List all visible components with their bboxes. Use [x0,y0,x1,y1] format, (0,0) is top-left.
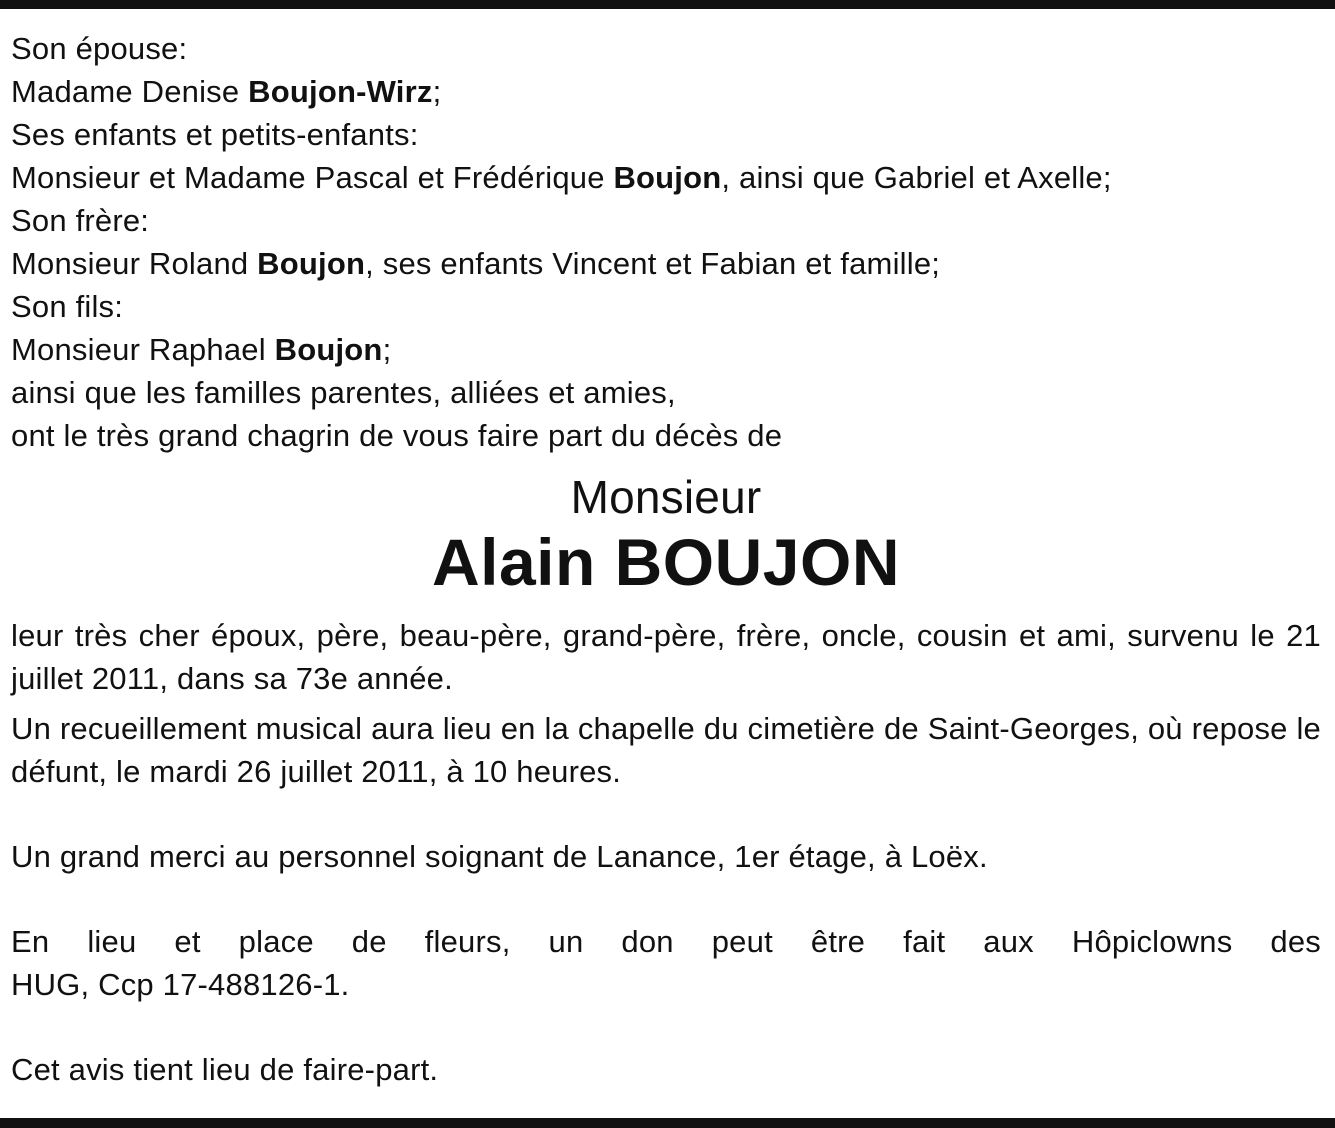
family-line-children-heading [11,113,1321,156]
surname: Boujon-Wirz [248,74,433,109]
top-border-rule [0,0,1335,9]
family-line-children [11,156,1321,199]
text: Monsieur Roland [11,246,258,281]
family-line-brother-heading [11,199,1321,242]
paragraph-relationship-date: leur très cher époux, père, beau-père, grand-père, frère, oncle, cousin et ami, survenu le 21 juillet 2011, dans sa 73e année. [11,618,1321,696]
family-line-son [11,328,1321,371]
text: Monsieur Raphael [11,332,275,367]
text: ainsi que les familles parentes, alliées et amies, [11,375,676,410]
family-line-spouse [11,70,1321,113]
deceased-name: Alain BOUJON [431,525,901,599]
paragraph-donation-line2 [11,963,1321,1006]
text: Madame Denise [11,74,249,109]
paragraph-donation-line1: En lieu et place de fleurs, un don peut être fait aux Hôpiclowns des [11,924,1321,959]
text: Monsieur et Madame Pascal et Frédérique [11,160,614,195]
paragraph-closing [11,1048,1321,1091]
bottom-border-rule [0,1118,1335,1128]
surname: Boujon [613,160,722,195]
text: HUG, Ccp 17-488126-1. [11,967,350,1002]
spacer [11,878,1321,920]
family-line-announcement [11,414,1321,457]
family-line-relatives [11,371,1321,414]
paragraph-ceremony: Un recueillement musical aura lieu en la chapelle du cimetière de Saint-Georges, où repose le défunt, le mardi 26 juillet 2011, à 10 heures. [11,711,1321,789]
family-line-brother [11,242,1321,285]
text: Son frère: [11,203,150,238]
family-line-son-heading [11,285,1321,328]
text: , ainsi que Gabriel et Axelle; [721,160,1112,195]
text: Son fils: [11,289,124,324]
surname: Boujon [257,246,366,281]
obituary-notice [11,27,1321,1091]
family-line-spouse-heading [11,27,1321,70]
surname: Boujon [274,332,383,367]
spacer [11,793,1321,835]
paragraph-thanks [11,835,1321,878]
text: , ses enfants Vincent et Fabian et famille; [365,246,941,281]
text: Cet avis tient lieu de faire-part. [11,1052,439,1087]
spacer [11,1006,1321,1048]
deceased-title: Monsieur [570,471,762,523]
text: Son épouse: [11,31,188,66]
text: ; [432,74,442,109]
text: Un grand merci au personnel soignant de Lanance, 1er étage, à Loëx. [11,839,988,874]
text: Ses enfants et petits-enfants: [11,117,419,152]
text: ; [382,332,392,367]
text: ont le très grand chagrin de vous faire part du décès de [11,418,783,453]
